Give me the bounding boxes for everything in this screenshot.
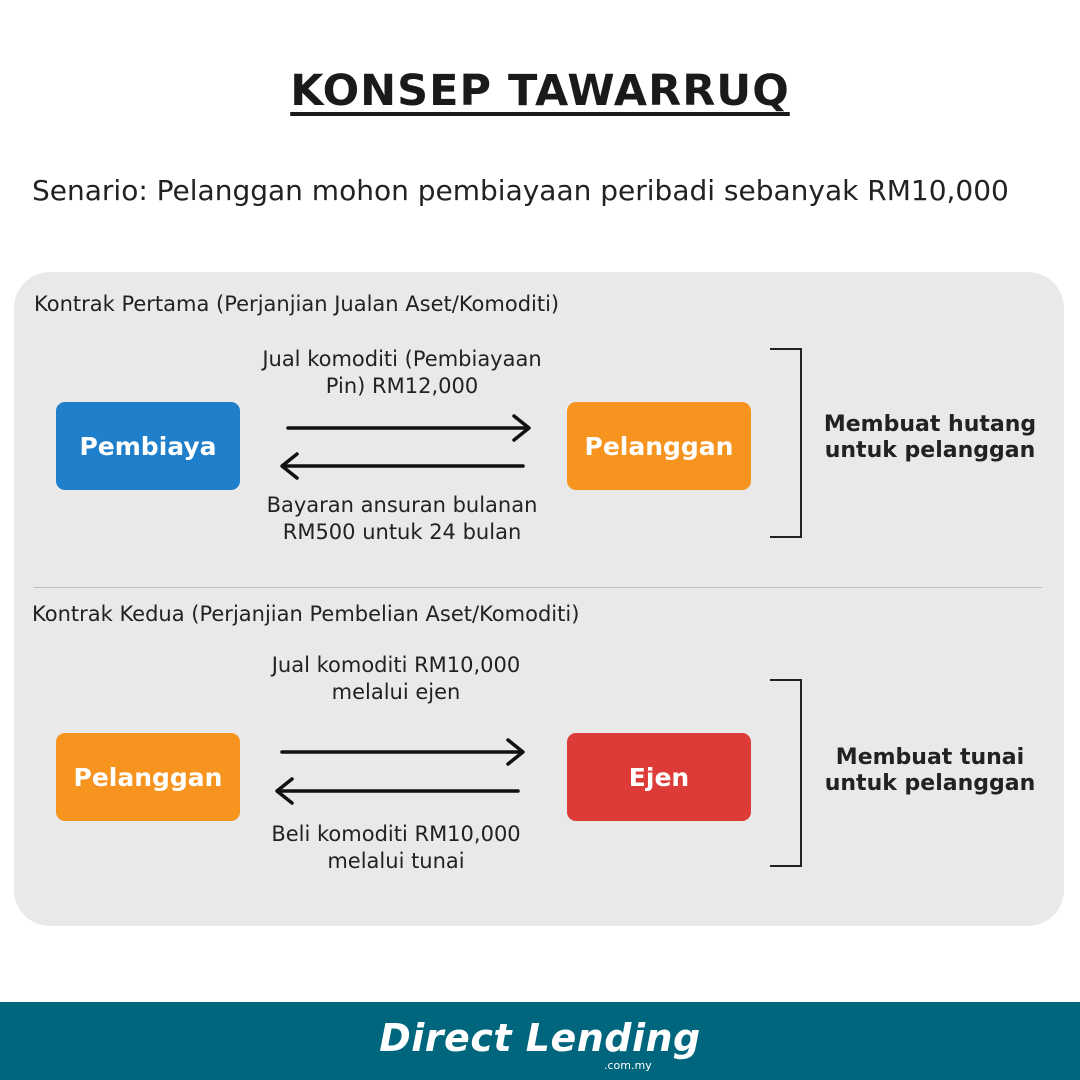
contract2-bottom-note-line2: melalui tunai [327, 849, 465, 873]
scenario-text: Senario: Pelanggan mohon pembiayaan peribadi sebanyak RM10,000 [32, 174, 1009, 207]
contract1-side-line2: untuk pelanggan [824, 438, 1036, 463]
contract2-top-note-line1: Jual komoditi RM10,000 [271, 653, 521, 677]
contract2-side-line1: Membuat tunai [835, 745, 1025, 770]
pembiaya-box: Pembiaya [56, 402, 240, 490]
contract1-arrow-left-icon [282, 454, 523, 478]
contract1-side-line1: Membuat hutang [823, 412, 1037, 437]
ejen-box: Ejen [567, 733, 751, 821]
brand-logo: Direct Lending [379, 1016, 701, 1060]
contract2-label: Kontrak Kedua (Perjanjian Pembelian Aset/Komoditi) [32, 602, 580, 626]
contract1-top-note-line2: Pin) RM12,000 [325, 374, 479, 398]
pelanggan-box-1: Pelanggan [567, 402, 751, 490]
brand-domain: .com.my [604, 1059, 652, 1072]
footer-bar [0, 1002, 1080, 1080]
contract1-arrow-right-icon [288, 416, 529, 440]
contract1-label: Kontrak Pertama (Perjanjian Jualan Aset/Komoditi) [34, 292, 560, 316]
contract2-side-line2: untuk pelanggan [824, 771, 1036, 796]
contract1-top-note-line1: Jual komoditi (Pembiayaan [262, 347, 542, 371]
contract2-arrow-right-icon [282, 740, 523, 764]
contract1-bottom-note-line2: RM500 untuk 24 bulan [282, 520, 522, 544]
contract2-arrow-left-icon [277, 779, 518, 803]
contract2-top-note-line2: melalui ejen [331, 680, 461, 704]
pelanggan-box-2: Pelanggan [56, 733, 240, 821]
contract2-bottom-note-line1: Beli komoditi RM10,000 [271, 822, 521, 846]
contract1-bottom-note-line1: Bayaran ansuran bulanan [266, 493, 538, 517]
page-title: KONSEP TAWARRUQ [290, 66, 790, 116]
